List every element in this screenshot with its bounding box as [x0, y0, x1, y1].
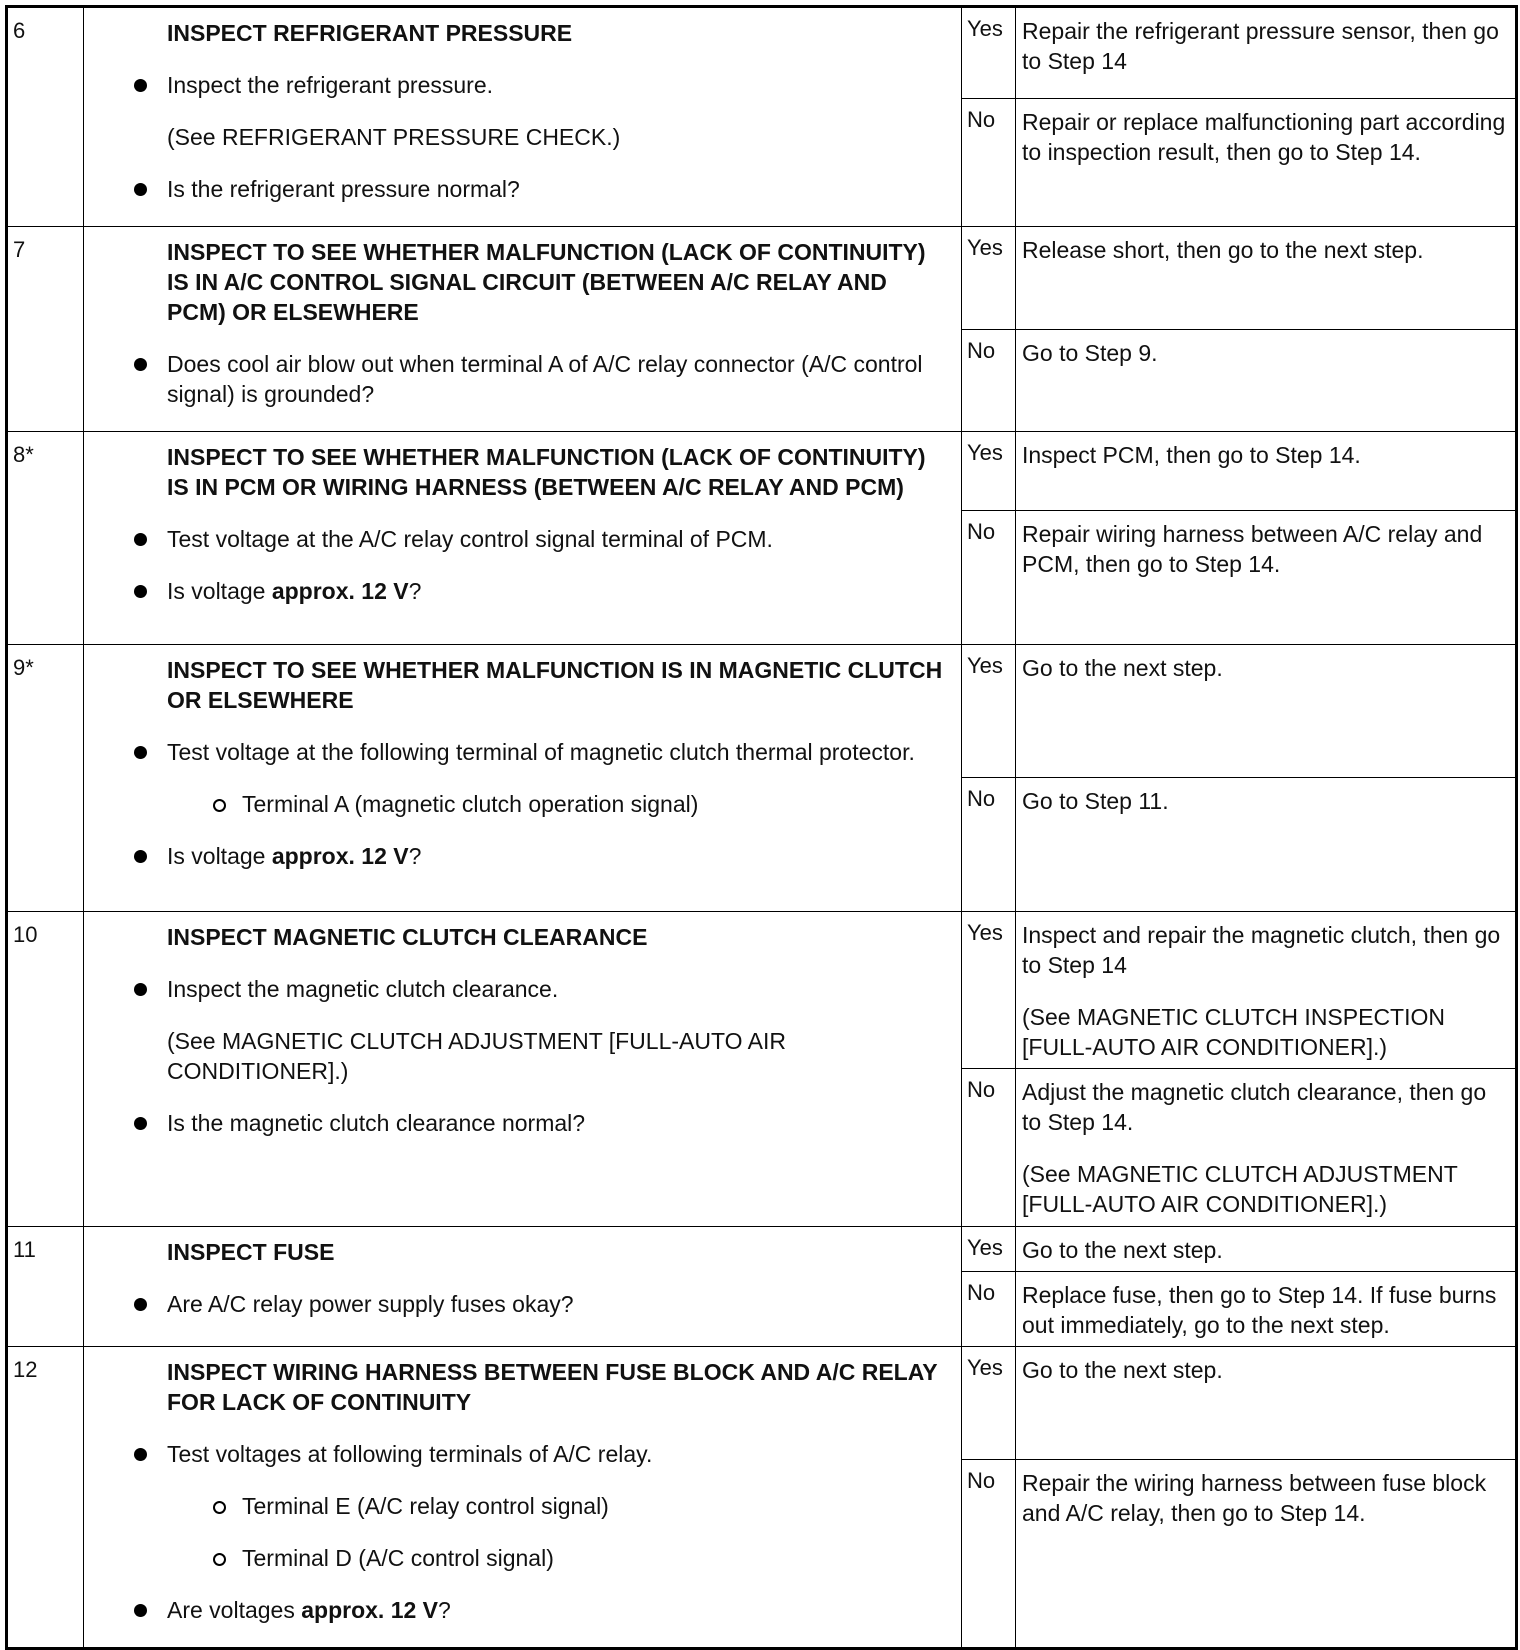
- step-heading: INSPECT FUSE: [167, 1239, 335, 1265]
- step-heading: INSPECT WIRING HARNESS BETWEEN FUSE BLOCK AND A/C RELAY FOR LACK OF CONTINUITY: [167, 1359, 938, 1415]
- bullet-item: [167, 576, 949, 606]
- troubleshooting-table: [5, 5, 1518, 1650]
- yes-action: Go to the next step.: [1016, 645, 1517, 778]
- no-action: Go to Step 11.: [1016, 778, 1517, 912]
- step-row-6-yes: [7, 7, 1517, 99]
- no-action-cell: [1016, 1069, 1517, 1227]
- bullet-text: ?: [408, 843, 422, 869]
- bullet-item: Inspect the refrigerant pressure.: [167, 70, 949, 100]
- step-content: [84, 912, 962, 1227]
- step-number: 10: [7, 912, 84, 1227]
- no-label: No: [962, 1272, 1016, 1347]
- bullet-text: Are voltages: [167, 1597, 302, 1623]
- bullet-text: Is voltage: [167, 843, 272, 869]
- step-row-10-yes: [7, 912, 1517, 1069]
- bullet-item: Is the refrigerant pressure normal?: [167, 174, 949, 204]
- bullet-item: Is the magnetic clutch clearance normal?: [167, 1108, 949, 1138]
- yes-action-reference: (See MAGNETIC CLUTCH INSPECTION [FULL-AUTO AIR CONDITIONER].): [1022, 1004, 1445, 1060]
- step-heading: INSPECT MAGNETIC CLUTCH CLEARANCE: [167, 924, 648, 950]
- yes-action: Inspect and repair the magnetic clutch, then go to Step 14: [1022, 922, 1501, 978]
- yes-label: Yes: [962, 227, 1016, 330]
- step-heading: INSPECT TO SEE WHETHER MALFUNCTION IS IN MAGNETIC CLUTCH OR ELSEWHERE: [167, 657, 943, 713]
- no-label: No: [962, 778, 1016, 912]
- reference-note: (See MAGNETIC CLUTCH ADJUSTMENT [FULL-AUTO AIR CONDITIONER].): [167, 1028, 786, 1084]
- bullet-item: [167, 841, 949, 871]
- bullet-text: ?: [408, 578, 422, 604]
- step-content: [84, 227, 962, 432]
- no-action: Replace fuse, then go to Step 14. If fuse burns out immediately, go to the next step.: [1016, 1272, 1517, 1347]
- no-label: No: [962, 1460, 1016, 1649]
- no-action: Repair the wiring harness between fuse block and A/C relay, then go to Step 14.: [1016, 1460, 1517, 1649]
- step-number: 12: [7, 1347, 84, 1649]
- step-row-9-yes: [7, 645, 1517, 778]
- no-action: Repair wiring harness between A/C relay and PCM, then go to Step 14.: [1016, 511, 1517, 645]
- step-row-7-yes: [7, 227, 1517, 330]
- bullet-text: Is voltage: [167, 578, 272, 604]
- yes-label: Yes: [962, 1347, 1016, 1460]
- no-label: No: [962, 329, 1016, 432]
- bullet-emphasis: approx. 12 V: [271, 578, 409, 604]
- step-heading: INSPECT TO SEE WHETHER MALFUNCTION (LACK OF CONTINUITY) IS IN PCM OR WIRING HARNESS (BETWEEN A/C RELAY AND PCM): [167, 444, 926, 500]
- bullet-item: Does cool air blow out when terminal A of A/C relay connector (A/C control signal) is grounded?: [167, 349, 949, 409]
- step-content: [84, 432, 962, 645]
- yes-action: Go to the next step.: [1016, 1227, 1517, 1272]
- bullet-item: Inspect the magnetic clutch clearance.: [167, 974, 949, 1004]
- bullet-text: ?: [438, 1597, 451, 1623]
- sub-bullet-item: Terminal E (A/C relay control signal): [242, 1491, 949, 1521]
- yes-action: Repair the refrigerant pressure sensor, then go to Step 14: [1016, 7, 1517, 99]
- step-content: [84, 7, 962, 227]
- no-label: No: [962, 511, 1016, 645]
- bullet-item: Are A/C relay power supply fuses okay?: [167, 1289, 949, 1319]
- step-number: 6: [7, 7, 84, 227]
- step-content: [84, 1347, 962, 1649]
- no-action: Go to Step 9.: [1016, 329, 1517, 432]
- yes-label: Yes: [962, 912, 1016, 1069]
- step-number: 7: [7, 227, 84, 432]
- yes-label: Yes: [962, 1227, 1016, 1272]
- bullet-item: Test voltage at the A/C relay control signal terminal of PCM.: [167, 524, 949, 554]
- sub-bullet-item: Terminal A (magnetic clutch operation signal): [242, 789, 949, 819]
- step-heading: INSPECT REFRIGERANT PRESSURE: [167, 20, 573, 46]
- sub-bullet-item: Terminal D (A/C control signal): [242, 1543, 949, 1573]
- no-action: Adjust the magnetic clutch clearance, then go to Step 14.: [1022, 1079, 1487, 1135]
- no-action-reference: (See MAGNETIC CLUTCH ADJUSTMENT [FULL-AUTO AIR CONDITIONER].): [1022, 1161, 1458, 1217]
- yes-action: Release short, then go to the next step.: [1016, 227, 1517, 330]
- no-action: Repair or replace malfunctioning part according to inspection result, then go to Step 14.: [1016, 99, 1517, 227]
- step-row-12-yes: [7, 1347, 1517, 1460]
- yes-action: Inspect PCM, then go to Step 14.: [1016, 432, 1517, 511]
- reference-note: (See REFRIGERANT PRESSURE CHECK.): [167, 124, 621, 150]
- step-content: [84, 645, 962, 912]
- step-number: 11: [7, 1227, 84, 1347]
- no-label: No: [962, 99, 1016, 227]
- step-number: 8*: [7, 432, 84, 645]
- bullet-item: [167, 1595, 949, 1625]
- step-row-8-yes: [7, 432, 1517, 511]
- bullet-item: Test voltages at following terminals of A/C relay.: [167, 1439, 949, 1469]
- bullet-emphasis: approx. 12 V: [271, 843, 409, 869]
- no-label: No: [962, 1069, 1016, 1227]
- step-content: [84, 1227, 962, 1347]
- yes-label: Yes: [962, 645, 1016, 778]
- yes-label: Yes: [962, 7, 1016, 99]
- yes-action: Go to the next step.: [1016, 1347, 1517, 1460]
- bullet-item: Test voltage at the following terminal of magnetic clutch thermal protector.: [167, 737, 949, 767]
- step-row-11-yes: [7, 1227, 1517, 1272]
- troubleshooting-document: [5, 5, 1515, 1650]
- yes-label: Yes: [962, 432, 1016, 511]
- yes-action-cell: [1016, 912, 1517, 1069]
- bullet-emphasis: approx. 12 V: [301, 1597, 439, 1623]
- step-heading: INSPECT TO SEE WHETHER MALFUNCTION (LACK OF CONTINUITY) IS IN A/C CONTROL SIGNAL CIRCUIT (BETWEEN A/C RELAY AND PCM) OR ELSEWHERE: [167, 239, 926, 325]
- step-number: 9*: [7, 645, 84, 912]
